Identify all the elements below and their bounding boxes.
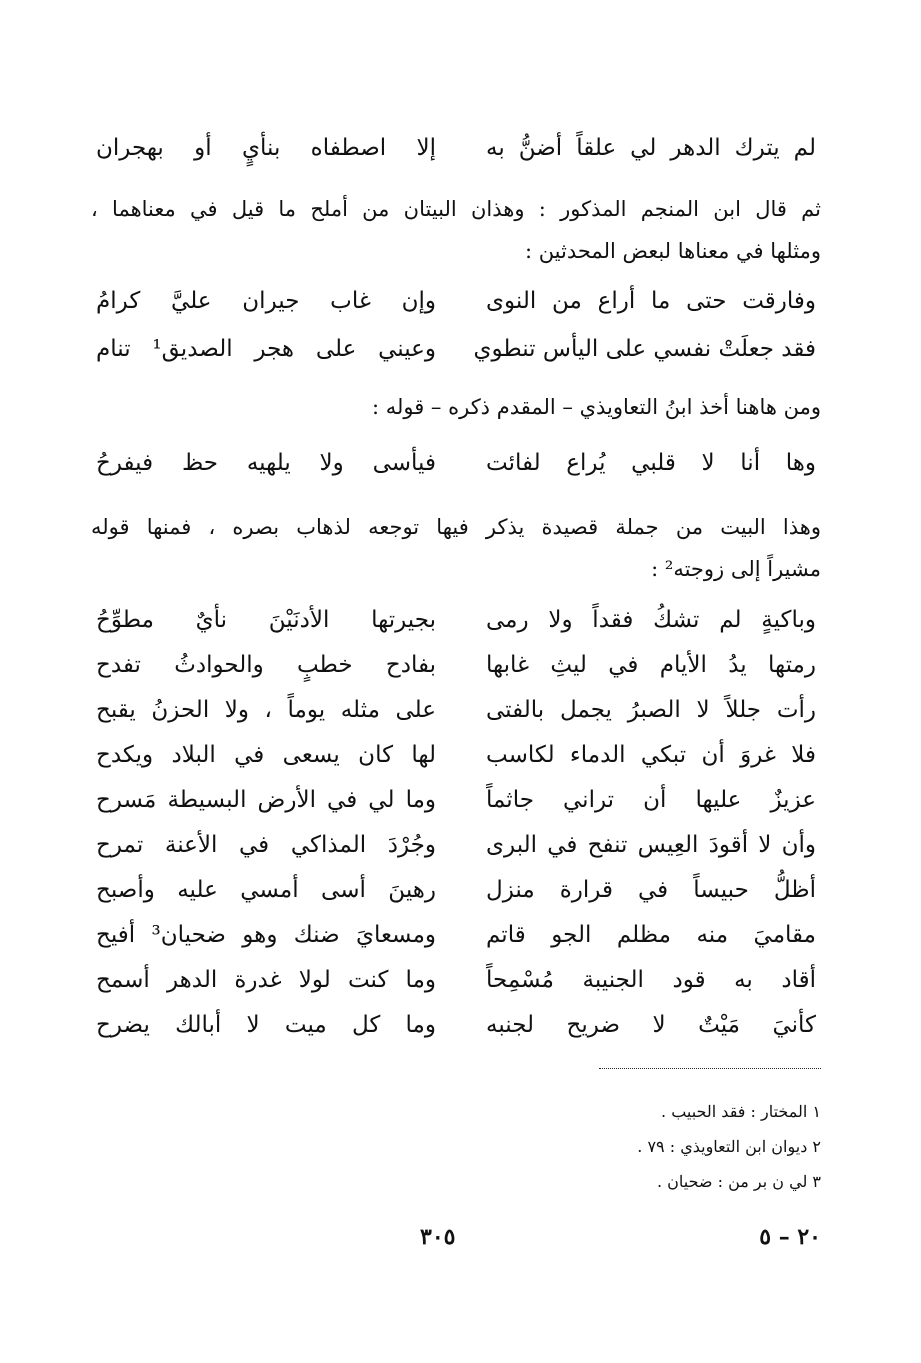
verse-line — [96, 825, 816, 865]
prose-line: ثم قال ابن المنجم المذكور : وهذان البيتان من أملح ما قيل في معناهما ، — [91, 197, 821, 221]
verse-line — [96, 870, 816, 910]
verse-line — [96, 690, 816, 730]
verse-first-hemistich: كأنيَ مَيْتٌ لا ضريح لجنبه — [486, 1012, 816, 1038]
verse-second-hemistich: بفادح خطبٍ والحوادثُ تفدح — [96, 652, 436, 678]
footnote: ٢ ديوان ابن التعاويذي : ٧٩ . — [637, 1137, 821, 1156]
verse-second-hemistich: إلا اصطفاه بنأيٍ أو بهجران — [96, 135, 436, 161]
verse-first-hemistich: عزيزٌ عليها أن تراني جاثماً — [486, 787, 816, 813]
verse-first-hemistich: فقد جعلَتْ نفسي على اليأس تنطوي — [473, 336, 816, 362]
verse-line — [96, 960, 816, 1000]
prose-line: مشيراً إلى زوجته² : — [651, 557, 821, 581]
prose-line: ومن هاهنا أخذ ابنُ التعاويذي – المقدم ذكره – قوله : — [371, 395, 821, 419]
verse-line — [96, 443, 816, 483]
verse-second-hemistich: وما لي في الأرض البسيطة مَسرح — [96, 787, 436, 813]
verse-first-hemistich: مقاميَ منه مظلم الجو قاتم — [486, 922, 816, 948]
verse-line — [96, 735, 816, 775]
verse-second-hemistich: ومسعايَ ضنك وهو ضحيان³ أفيح — [96, 922, 437, 948]
prose-line: ومثلها في معناها لبعض المحدثين : — [524, 239, 821, 263]
verse-second-hemistich: وجُرْدَ المذاكي في الأعنة تمرح — [96, 832, 436, 858]
verse-first-hemistich: وأن لا أقودَ العِيس تنفح في البرى — [486, 832, 816, 858]
verse-second-hemistich: وما كنت لولا غدرة الدهر أسمح — [96, 967, 436, 993]
verse-second-hemistich: وما كل ميت لا أبالك يضرح — [96, 1012, 436, 1038]
verse-second-hemistich: بجيرتها الأدنَيْنَ نأيٌ مطوِّحُ — [96, 607, 436, 633]
footnote-divider — [599, 1068, 821, 1069]
verse-first-hemistich: أظلُّ حبيساً في قرارة منزل — [486, 877, 816, 903]
verse-second-hemistich: رهينَ أسى أمسي عليه وأصبح — [96, 877, 436, 903]
verse-line — [96, 600, 816, 640]
prose-paragraph — [91, 188, 821, 272]
verse-first-hemistich: رمتها يدُ الأيام في ليثِ غابها — [486, 652, 816, 678]
verse-second-hemistich: لها كان يسعى في البلاد ويكدح — [96, 742, 436, 768]
verse-first-hemistich: وفارقت حتى ما أراع من النوى — [486, 288, 816, 314]
prose-paragraph — [91, 386, 821, 428]
verse-first-hemistich: رأت جللاً لا الصبرُ يجمل بالفتى — [486, 697, 816, 723]
footnotes — [221, 1094, 821, 1199]
verse-line — [96, 780, 816, 820]
verse-second-hemistich: وإن غاب جيران عليَّ كرامُ — [96, 288, 436, 314]
verse-first-hemistich: فلا غروَ أن تبكي الدماء لكاسب — [486, 742, 816, 768]
verse-first-hemistich: لم يترك الدهر لي علقاً أضنُّ به — [486, 135, 816, 161]
verse-second-hemistich: وعيني على هجر الصديق¹ تنام — [96, 336, 436, 362]
verse-first-hemistich: وها أنا لا قلبي يُراع لفائت — [486, 450, 816, 476]
prose-paragraph — [91, 506, 821, 590]
verse-second-hemistich: فيأسى ولا يلهيه حظ فيفرحُ — [96, 450, 436, 476]
verse-line — [96, 915, 816, 955]
footnote: ٣ لي ن بر من : ضحيان . — [656, 1172, 821, 1191]
verse-first-hemistich: أقاد به قود الجنيبة مُسْمِحاً — [486, 967, 816, 993]
page-number: ٣٠٥ — [420, 1224, 456, 1250]
verse-line — [96, 645, 816, 685]
prose-line: وهذا البيت من جملة قصيدة يذكر فيها توجعه لذهاب بصره ، فمنها قوله — [91, 515, 821, 539]
signature-mark: ٢٠ – ٥ — [759, 1224, 821, 1250]
verse-second-hemistich: على مثله يوماً ، ولا الحزنُ يقبح — [96, 697, 436, 723]
verse-line — [96, 128, 816, 168]
verse-first-hemistich: وباكيةٍ لم تشكُ فقداً ولا رمى — [486, 607, 816, 633]
verse-line — [96, 329, 816, 369]
footnote: ١ المختار : فقد الحبيب . — [661, 1102, 821, 1121]
verse-line — [96, 281, 816, 321]
verse-line — [96, 1005, 816, 1045]
